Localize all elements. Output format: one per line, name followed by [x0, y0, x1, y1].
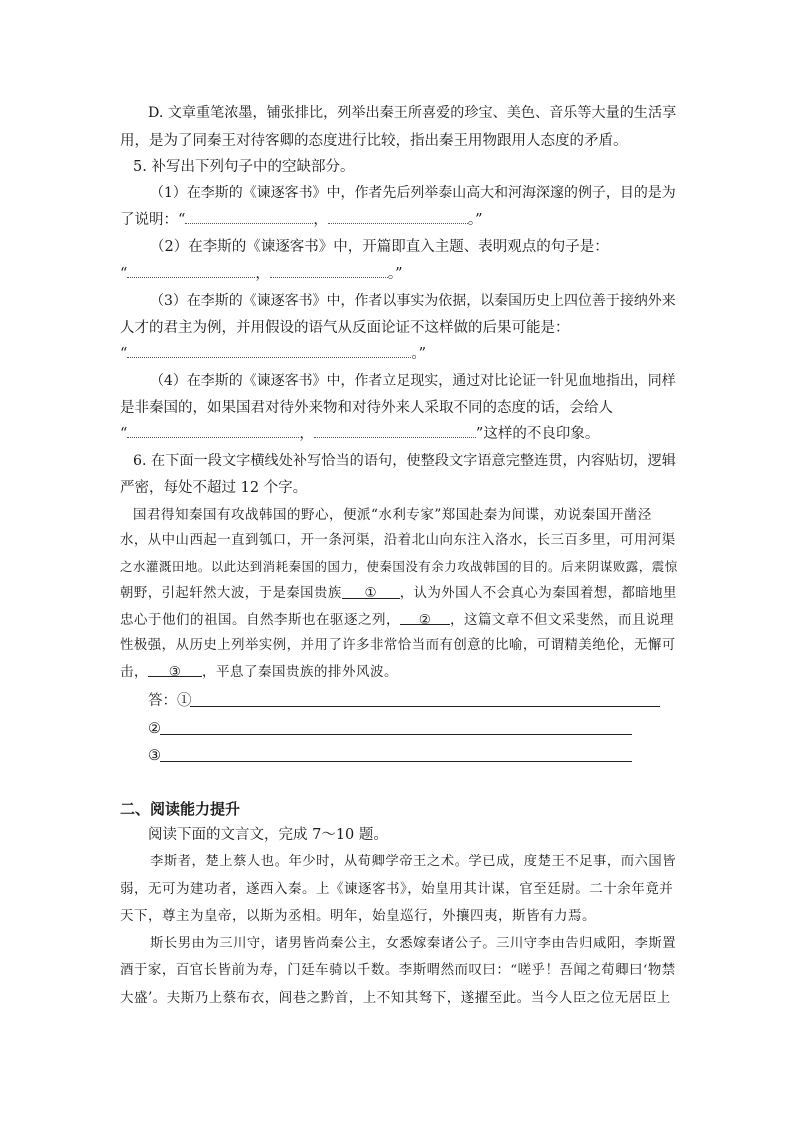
classical-text-line5: 酒于家，百官长皆前为寿，门廷车骑以千数。李斯喟然而叹曰：“嗟乎！吾闻之荀卿曰‘物禁 — [120, 963, 676, 978]
answer-line-2[interactable] — [160, 734, 632, 735]
classical-text-line2: 弱，无可为建功者，遂西入秦。上《谏逐客书》，始皇用其计谋，官至廷尉。二十余年竟并 — [120, 881, 674, 897]
q6-line1: 6. 在下面一段文字横线处补写恰当的语句，使整段文字语意完整连贯，内容贴切，逻辑 — [133, 453, 676, 469]
q5-s2-line1: （2）在李斯的《谏逐客书》中，开篇即直入主题、表明观点的句子是： — [150, 239, 609, 255]
q6-passage-line3: 之水灌溉田地。以此达到消耗秦国的国力，使秦国没有余力攻战韩国的目的。后来阴谋败露，震惊 — [120, 559, 678, 574]
q6-passage-line1: 国君得知秦国有攻战韩国的野心，便派“水利专家”郑国赴秦为间谍，劝说秦国开凿泾 — [133, 507, 652, 523]
classical-text-line3: 天下，尊主为皇帝，以斯为丞相。明年，始皇巡行，外攘四夷，斯皆有力焉。 — [120, 908, 596, 924]
q5-s4-line1: （4）在李斯的《谏逐客书》中，作者立足现实，通过对比论证一针见血地指出，同样 — [150, 373, 676, 389]
passage-blank-2[interactable]: ② — [400, 610, 450, 625]
section2-intro: 阅读下面的文言文，完成 7～10 题。 — [148, 827, 388, 843]
q6-passage-line6: 性极强，从历史上列举实例，并用了许多非常恰当而有创意的比喻，可谓精美绝伦，无懈可 — [120, 638, 676, 653]
q5-title: 5. 补写出下列句子中的空缺部分。 — [133, 159, 355, 175]
q5-s3-line2: 人才的君主为例，并用假设的语气从反面论证不这样做的后果可能是： — [120, 320, 570, 336]
q5-s3-line1: （3）在李斯的《谏逐客书》中，作者以事实为依据，以秦国历史上四位善于接纳外来 — [150, 293, 676, 309]
option-d-line2: 用，是为了同秦王对待客卿的态度进行比较，指出秦王用物跟用人态度的矛盾。 — [120, 133, 628, 149]
answer-line-3[interactable] — [160, 761, 632, 762]
q5-s3-line3: “ 。” — [120, 346, 427, 362]
q6-passage-line2: 水，从中山西起一直到瓠口，开一条河渠，沿着北山向东注入洛水，长三百多里，可用河渠 — [120, 533, 676, 548]
answer-line-1[interactable] — [190, 706, 660, 707]
q6-line2: 严密，每处不超过 12 个字。 — [120, 480, 308, 496]
blank-2b[interactable] — [270, 265, 388, 278]
answer-label-1: 答：① — [148, 693, 192, 709]
q5-s1-line2: 了说明：“ ， 。” — [120, 212, 483, 228]
q5-s4-line3: “ ， ”这样的不良印象。 — [120, 426, 600, 442]
answer-label-2: ② — [148, 721, 161, 737]
answer-label-3: ③ — [148, 748, 161, 764]
q6-passage-line5: 忠心于他们的祖国。自然李斯也在驱逐之列， ② ，这篇文章不但文采斐然，而且说理 — [120, 612, 674, 628]
classical-text-line6: 大盛’。夫斯乃上蔡布衣，闾巷之黔首，上不知其驽下，遂擢至此。当今人臣之位无居臣上 — [120, 990, 671, 1006]
option-d-line1: D. 文章重笔浓墨，铺张排比，列举出秦王所喜爱的珍宝、美色、音乐等大量的生活享 — [148, 105, 677, 121]
blank-1b[interactable] — [328, 211, 468, 224]
blank-4a[interactable] — [127, 425, 299, 438]
blank-2a[interactable] — [127, 265, 255, 278]
classical-text-line4: 斯长男由为三川守，诸男皆尚秦公主，女悉嫁秦诸公子。三川守李由告归咸阳，李斯置 — [150, 936, 677, 951]
blank-3[interactable] — [127, 345, 411, 358]
passage-blank-3[interactable]: ③ — [148, 662, 202, 677]
q6-passage-line4: 朝野，引起轩然大波，于是秦国贵族 ① ，认为外国人不会真心为秦国着想，都暗地里 — [120, 586, 677, 601]
q5-s1-line1: （1）在李斯的《谏逐客书》中，作者先后列举泰山高大和河海深邃的例子，目的是为 — [150, 185, 676, 201]
q6-passage-line7: 击， ③ ，平息了秦国贵族的排外风波。 — [120, 664, 398, 680]
passage-blank-1[interactable]: ① — [342, 584, 400, 599]
q5-s4-line2: 是非秦国的，如果国君对待外来物和对待外来人采取不同的态度的话，会给人 — [120, 400, 613, 416]
blank-1a[interactable] — [185, 211, 313, 224]
blank-4b[interactable] — [314, 425, 476, 438]
section2-heading: 二、阅读能力提升 — [120, 800, 241, 818]
q5-s2-line2: “ ， 。” — [120, 266, 403, 282]
classical-text-line1: 李斯者，楚上蔡人也。年少时，从荀卿学帝王之术。学已成，度楚王不足事，而六国皆 — [150, 854, 677, 869]
